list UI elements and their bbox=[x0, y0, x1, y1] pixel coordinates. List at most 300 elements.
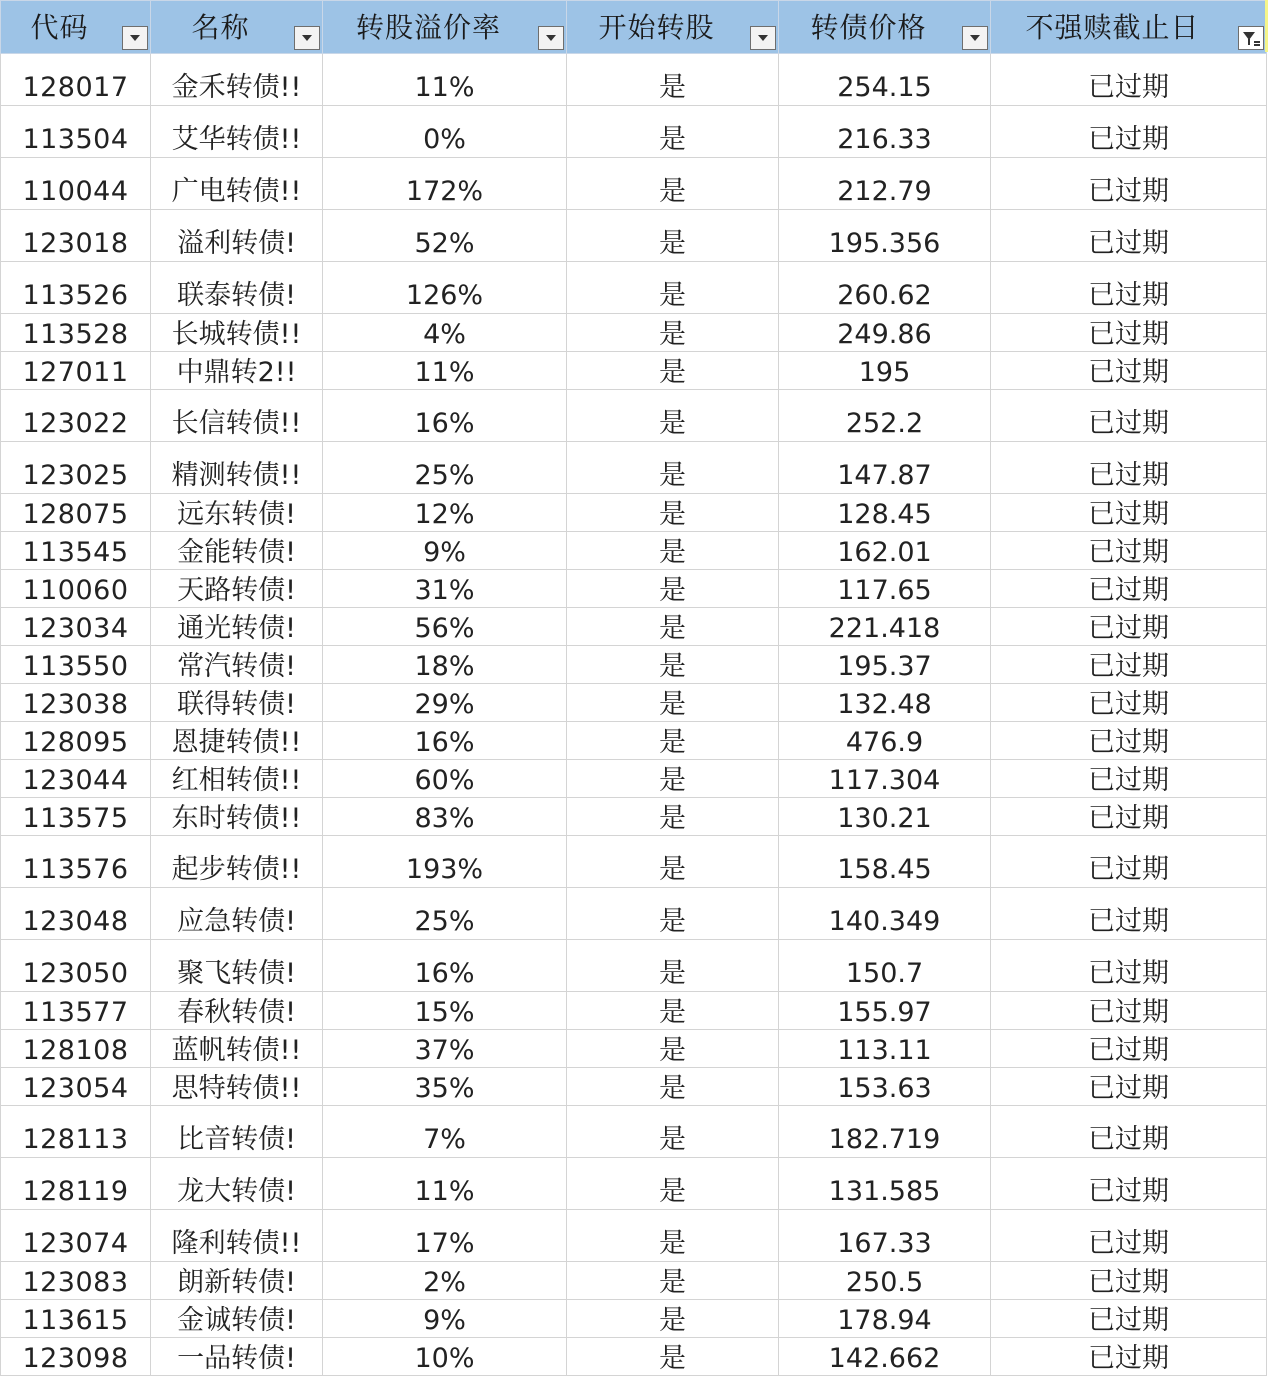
price-cell[interactable] bbox=[779, 1300, 991, 1338]
deadline-cell[interactable] bbox=[991, 314, 1267, 352]
deadline-cell[interactable] bbox=[991, 158, 1267, 210]
table-row[interactable] bbox=[1, 1158, 1267, 1210]
price-cell[interactable] bbox=[779, 760, 991, 798]
price-cell[interactable] bbox=[779, 314, 991, 352]
code-cell[interactable] bbox=[1, 760, 151, 798]
cell-value: 117.65 bbox=[837, 575, 932, 606]
premium-cell[interactable] bbox=[323, 158, 567, 210]
column-header-deadline[interactable] bbox=[991, 1, 1267, 54]
code-cell[interactable] bbox=[1, 570, 151, 608]
table-row[interactable] bbox=[1, 442, 1267, 494]
price-cell[interactable] bbox=[779, 532, 991, 570]
premium-cell[interactable] bbox=[323, 390, 567, 442]
premium-cell[interactable] bbox=[323, 684, 567, 722]
deadline-cell[interactable] bbox=[991, 106, 1267, 158]
cell-value: 长信转债!! bbox=[171, 408, 302, 439]
filter-dropdown-icon[interactable] bbox=[122, 26, 148, 50]
premium-cell[interactable] bbox=[323, 210, 567, 262]
deadline-cell[interactable] bbox=[991, 722, 1267, 760]
table-row[interactable] bbox=[1, 1106, 1267, 1158]
price-cell[interactable] bbox=[779, 158, 991, 210]
deadline-cell[interactable] bbox=[991, 262, 1267, 314]
started-cell[interactable] bbox=[567, 158, 779, 210]
name-cell[interactable] bbox=[151, 1300, 323, 1338]
premium-cell[interactable] bbox=[323, 1068, 567, 1106]
started-cell[interactable] bbox=[567, 1338, 779, 1376]
code-cell[interactable] bbox=[1, 158, 151, 210]
cell-value: 是 bbox=[659, 854, 686, 885]
name-cell[interactable] bbox=[151, 1210, 323, 1262]
cell-value: 已过期 bbox=[1088, 575, 1169, 606]
name-cell[interactable] bbox=[151, 494, 323, 532]
cell-value: 140.349 bbox=[828, 906, 941, 937]
table-row[interactable] bbox=[1, 992, 1267, 1030]
cell-value: 153.63 bbox=[837, 1073, 932, 1104]
cell-value: 是 bbox=[659, 1035, 686, 1066]
cell-value: 已过期 bbox=[1088, 228, 1169, 259]
cell-value: 是 bbox=[659, 228, 686, 259]
deadline-cell[interactable] bbox=[991, 684, 1267, 722]
name-cell[interactable] bbox=[151, 1030, 323, 1068]
deadline-cell[interactable] bbox=[991, 798, 1267, 836]
cell-value: 162.01 bbox=[837, 537, 932, 568]
table-row[interactable] bbox=[1, 646, 1267, 684]
cell-value: 127011 bbox=[22, 357, 129, 388]
premium-cell[interactable] bbox=[323, 760, 567, 798]
price-cell[interactable] bbox=[779, 1030, 991, 1068]
price-cell[interactable] bbox=[779, 106, 991, 158]
code-cell[interactable] bbox=[1, 1210, 151, 1262]
cell-value: 是 bbox=[659, 1343, 686, 1374]
cell-value: 已过期 bbox=[1088, 357, 1169, 388]
premium-cell[interactable] bbox=[323, 940, 567, 992]
started-cell[interactable] bbox=[567, 798, 779, 836]
code-cell[interactable] bbox=[1, 1262, 151, 1300]
cell-value: 是 bbox=[659, 460, 686, 491]
price-cell[interactable] bbox=[779, 1262, 991, 1300]
cell-value: 167.33 bbox=[837, 1228, 932, 1259]
code-cell[interactable] bbox=[1, 1300, 151, 1338]
cell-value: 16% bbox=[414, 958, 475, 989]
price-cell[interactable] bbox=[779, 608, 991, 646]
premium-cell[interactable] bbox=[323, 722, 567, 760]
started-cell[interactable] bbox=[567, 442, 779, 494]
code-cell[interactable] bbox=[1, 992, 151, 1030]
price-cell[interactable] bbox=[779, 992, 991, 1030]
premium-cell[interactable] bbox=[323, 352, 567, 390]
premium-cell[interactable] bbox=[323, 494, 567, 532]
cell-value: 已过期 bbox=[1088, 997, 1169, 1028]
cell-value: 11% bbox=[414, 1176, 475, 1207]
cell-value: 131.585 bbox=[828, 1176, 941, 1207]
cell-value: 178.94 bbox=[837, 1305, 932, 1336]
filter-dropdown-icon[interactable] bbox=[962, 26, 988, 50]
started-cell[interactable] bbox=[567, 1262, 779, 1300]
cell-value: 16% bbox=[414, 727, 475, 758]
price-cell[interactable] bbox=[779, 442, 991, 494]
name-cell[interactable] bbox=[151, 992, 323, 1030]
name-cell[interactable] bbox=[151, 106, 323, 158]
code-cell[interactable] bbox=[1, 210, 151, 262]
code-cell[interactable] bbox=[1, 888, 151, 940]
name-cell[interactable] bbox=[151, 532, 323, 570]
table-row[interactable] bbox=[1, 390, 1267, 442]
deadline-cell[interactable] bbox=[991, 1338, 1267, 1376]
cell-value: 60% bbox=[414, 765, 475, 796]
cell-value: 已过期 bbox=[1088, 1073, 1169, 1104]
started-cell[interactable] bbox=[567, 836, 779, 888]
deadline-cell[interactable] bbox=[991, 1262, 1267, 1300]
price-cell[interactable] bbox=[779, 940, 991, 992]
name-cell[interactable] bbox=[151, 1106, 323, 1158]
cell-value: 已过期 bbox=[1088, 1228, 1169, 1259]
table-row[interactable] bbox=[1, 1300, 1267, 1338]
table-row[interactable] bbox=[1, 940, 1267, 992]
price-cell[interactable] bbox=[779, 494, 991, 532]
table-row[interactable] bbox=[1, 494, 1267, 532]
table-row[interactable] bbox=[1, 836, 1267, 888]
cell-value: 春秋转债! bbox=[177, 997, 296, 1028]
code-cell[interactable] bbox=[1, 836, 151, 888]
cell-value: 147.87 bbox=[837, 460, 932, 491]
code-cell[interactable] bbox=[1, 722, 151, 760]
deadline-cell[interactable] bbox=[991, 532, 1267, 570]
started-cell[interactable] bbox=[567, 646, 779, 684]
code-cell[interactable] bbox=[1, 798, 151, 836]
column-header-name[interactable] bbox=[151, 1, 323, 54]
cell-value: 117.304 bbox=[828, 765, 941, 796]
deadline-cell[interactable] bbox=[991, 836, 1267, 888]
deadline-cell[interactable] bbox=[991, 1158, 1267, 1210]
started-cell[interactable] bbox=[567, 608, 779, 646]
cell-value: 113545 bbox=[22, 537, 129, 568]
premium-cell[interactable] bbox=[323, 798, 567, 836]
name-cell[interactable] bbox=[151, 210, 323, 262]
price-cell[interactable] bbox=[779, 684, 991, 722]
cell-value: 123083 bbox=[22, 1267, 129, 1298]
column-header-label: 转债价格 bbox=[810, 11, 927, 44]
deadline-cell[interactable] bbox=[991, 608, 1267, 646]
started-cell[interactable] bbox=[567, 684, 779, 722]
table-row[interactable] bbox=[1, 532, 1267, 570]
code-cell[interactable] bbox=[1, 684, 151, 722]
table-row[interactable] bbox=[1, 210, 1267, 262]
column-header-code[interactable] bbox=[1, 1, 151, 54]
code-cell[interactable] bbox=[1, 442, 151, 494]
name-cell[interactable] bbox=[151, 646, 323, 684]
premium-cell[interactable] bbox=[323, 1262, 567, 1300]
name-cell[interactable] bbox=[151, 158, 323, 210]
cell-value: 37% bbox=[414, 1035, 475, 1066]
started-cell[interactable] bbox=[567, 210, 779, 262]
name-cell[interactable] bbox=[151, 352, 323, 390]
code-cell[interactable] bbox=[1, 646, 151, 684]
premium-cell[interactable] bbox=[323, 836, 567, 888]
column-header-price[interactable] bbox=[779, 1, 991, 54]
code-cell[interactable] bbox=[1, 1106, 151, 1158]
table-row[interactable] bbox=[1, 798, 1267, 836]
started-cell[interactable] bbox=[567, 760, 779, 798]
table-row[interactable] bbox=[1, 54, 1267, 106]
code-cell[interactable] bbox=[1, 532, 151, 570]
price-cell[interactable] bbox=[779, 1068, 991, 1106]
name-cell[interactable] bbox=[151, 314, 323, 352]
price-cell[interactable] bbox=[779, 1338, 991, 1376]
deadline-cell[interactable] bbox=[991, 390, 1267, 442]
cell-value: 123022 bbox=[22, 408, 129, 439]
code-cell[interactable] bbox=[1, 262, 151, 314]
deadline-cell[interactable] bbox=[991, 1300, 1267, 1338]
deadline-cell[interactable] bbox=[991, 442, 1267, 494]
name-cell[interactable] bbox=[151, 798, 323, 836]
price-cell[interactable] bbox=[779, 646, 991, 684]
premium-cell[interactable] bbox=[323, 992, 567, 1030]
started-cell[interactable] bbox=[567, 390, 779, 442]
cell-value: 是 bbox=[659, 1305, 686, 1336]
cell-value: 9% bbox=[423, 1305, 466, 1336]
name-cell[interactable] bbox=[151, 390, 323, 442]
cell-value: 123074 bbox=[22, 1228, 129, 1259]
table-row[interactable] bbox=[1, 262, 1267, 314]
started-cell[interactable] bbox=[567, 54, 779, 106]
cell-value: 金禾转债!! bbox=[171, 72, 302, 103]
name-cell[interactable] bbox=[151, 1158, 323, 1210]
name-cell[interactable] bbox=[151, 1068, 323, 1106]
cell-value: 一品转债! bbox=[177, 1343, 296, 1374]
price-cell[interactable] bbox=[779, 210, 991, 262]
code-cell[interactable] bbox=[1, 314, 151, 352]
table-row[interactable] bbox=[1, 684, 1267, 722]
table-row[interactable] bbox=[1, 1262, 1267, 1300]
name-cell[interactable] bbox=[151, 836, 323, 888]
started-cell[interactable] bbox=[567, 494, 779, 532]
cell-value: 是 bbox=[659, 997, 686, 1028]
cell-value: 已过期 bbox=[1088, 72, 1169, 103]
cell-value: 常汽转债! bbox=[177, 651, 296, 682]
cell-value: 123044 bbox=[22, 765, 129, 796]
table-row[interactable] bbox=[1, 888, 1267, 940]
started-cell[interactable] bbox=[567, 570, 779, 608]
premium-cell[interactable] bbox=[323, 1158, 567, 1210]
table-row[interactable] bbox=[1, 1338, 1267, 1376]
premium-cell[interactable] bbox=[323, 646, 567, 684]
deadline-cell[interactable] bbox=[991, 940, 1267, 992]
started-cell[interactable] bbox=[567, 106, 779, 158]
code-cell[interactable] bbox=[1, 106, 151, 158]
cell-value: 113615 bbox=[22, 1305, 129, 1336]
premium-cell[interactable] bbox=[323, 1338, 567, 1376]
column-header-started[interactable] bbox=[567, 1, 779, 54]
code-cell[interactable] bbox=[1, 940, 151, 992]
deadline-cell[interactable] bbox=[991, 1068, 1267, 1106]
cell-value: 216.33 bbox=[837, 124, 932, 155]
code-cell[interactable] bbox=[1, 54, 151, 106]
table-row[interactable] bbox=[1, 106, 1267, 158]
started-cell[interactable] bbox=[567, 1300, 779, 1338]
code-cell[interactable] bbox=[1, 1068, 151, 1106]
name-cell[interactable] bbox=[151, 1338, 323, 1376]
column-header-label: 名称 bbox=[191, 11, 250, 44]
name-cell[interactable] bbox=[151, 442, 323, 494]
code-cell[interactable] bbox=[1, 1338, 151, 1376]
code-cell[interactable] bbox=[1, 390, 151, 442]
deadline-cell[interactable] bbox=[991, 1106, 1267, 1158]
cell-value: 已过期 bbox=[1088, 613, 1169, 644]
cell-value: 东时转债!! bbox=[171, 803, 302, 834]
column-header-label: 转股溢价率 bbox=[355, 11, 501, 44]
premium-cell[interactable] bbox=[323, 262, 567, 314]
deadline-cell[interactable] bbox=[991, 210, 1267, 262]
price-cell[interactable] bbox=[779, 1158, 991, 1210]
name-cell[interactable] bbox=[151, 262, 323, 314]
cell-value: 是 bbox=[659, 803, 686, 834]
cell-value: 52% bbox=[414, 228, 475, 259]
name-cell[interactable] bbox=[151, 722, 323, 760]
filter-dropdown-icon[interactable] bbox=[538, 26, 564, 50]
price-cell[interactable] bbox=[779, 888, 991, 940]
column-header-premium[interactable] bbox=[323, 1, 567, 54]
filter-dropdown-icon[interactable] bbox=[294, 26, 320, 50]
name-cell[interactable] bbox=[151, 760, 323, 798]
cell-value: 195.37 bbox=[837, 651, 932, 682]
cell-value: 123098 bbox=[22, 1343, 129, 1374]
code-cell[interactable] bbox=[1, 352, 151, 390]
premium-cell[interactable] bbox=[323, 570, 567, 608]
filter-active-funnel-icon[interactable] bbox=[1238, 26, 1264, 50]
column-header-label: 代码 bbox=[30, 11, 89, 44]
cell-value: 123038 bbox=[22, 689, 129, 720]
code-cell[interactable] bbox=[1, 1030, 151, 1068]
cell-value: 已过期 bbox=[1088, 803, 1169, 834]
cell-value: 123025 bbox=[22, 460, 129, 491]
cell-value: 113577 bbox=[22, 997, 129, 1028]
cell-value: 是 bbox=[659, 72, 686, 103]
cell-value: 150.7 bbox=[845, 958, 924, 989]
premium-cell[interactable] bbox=[323, 1210, 567, 1262]
table-row[interactable] bbox=[1, 158, 1267, 210]
deadline-cell[interactable] bbox=[991, 54, 1267, 106]
price-cell[interactable] bbox=[779, 722, 991, 760]
premium-cell[interactable] bbox=[323, 888, 567, 940]
started-cell[interactable] bbox=[567, 1068, 779, 1106]
name-cell[interactable] bbox=[151, 888, 323, 940]
started-cell[interactable] bbox=[567, 1030, 779, 1068]
table-row[interactable] bbox=[1, 1068, 1267, 1106]
deadline-cell[interactable] bbox=[991, 494, 1267, 532]
cell-value: 是 bbox=[659, 357, 686, 388]
name-cell[interactable] bbox=[151, 608, 323, 646]
deadline-cell[interactable] bbox=[991, 760, 1267, 798]
price-cell[interactable] bbox=[779, 352, 991, 390]
price-cell[interactable] bbox=[779, 836, 991, 888]
cell-value: 56% bbox=[414, 613, 475, 644]
deadline-cell[interactable] bbox=[991, 646, 1267, 684]
premium-cell[interactable] bbox=[323, 314, 567, 352]
deadline-cell[interactable] bbox=[991, 992, 1267, 1030]
code-cell[interactable] bbox=[1, 608, 151, 646]
price-cell[interactable] bbox=[779, 54, 991, 106]
cell-value: 恩捷转债!! bbox=[171, 727, 302, 758]
table-row[interactable] bbox=[1, 1030, 1267, 1068]
cell-value: 天路转债! bbox=[177, 575, 296, 606]
deadline-cell[interactable] bbox=[991, 1030, 1267, 1068]
cell-value: 艾华转债!! bbox=[171, 124, 302, 155]
price-cell[interactable] bbox=[779, 1106, 991, 1158]
started-cell[interactable] bbox=[567, 1158, 779, 1210]
name-cell[interactable] bbox=[151, 940, 323, 992]
cell-value: 128113 bbox=[22, 1124, 129, 1155]
table-row[interactable] bbox=[1, 608, 1267, 646]
table-row[interactable] bbox=[1, 1210, 1267, 1262]
started-cell[interactable] bbox=[567, 940, 779, 992]
code-cell[interactable] bbox=[1, 1158, 151, 1210]
table-row[interactable] bbox=[1, 722, 1267, 760]
started-cell[interactable] bbox=[567, 1106, 779, 1158]
price-cell[interactable] bbox=[779, 798, 991, 836]
cell-value: 溢利转债! bbox=[177, 228, 296, 259]
started-cell[interactable] bbox=[567, 352, 779, 390]
started-cell[interactable] bbox=[567, 262, 779, 314]
premium-cell[interactable] bbox=[323, 106, 567, 158]
cell-value: 已过期 bbox=[1088, 906, 1169, 937]
table-row[interactable] bbox=[1, 760, 1267, 798]
cell-value: 110044 bbox=[22, 176, 129, 207]
name-cell[interactable] bbox=[151, 684, 323, 722]
cell-value: 已过期 bbox=[1088, 537, 1169, 568]
filter-dropdown-icon[interactable] bbox=[750, 26, 776, 50]
name-cell[interactable] bbox=[151, 570, 323, 608]
cell-value: 4% bbox=[423, 319, 466, 350]
started-cell[interactable] bbox=[567, 532, 779, 570]
cell-value: 思特转债!! bbox=[171, 1073, 302, 1104]
code-cell[interactable] bbox=[1, 494, 151, 532]
deadline-cell[interactable] bbox=[991, 888, 1267, 940]
name-cell[interactable] bbox=[151, 1262, 323, 1300]
started-cell[interactable] bbox=[567, 722, 779, 760]
price-cell[interactable] bbox=[779, 570, 991, 608]
table-row[interactable] bbox=[1, 570, 1267, 608]
premium-cell[interactable] bbox=[323, 608, 567, 646]
deadline-cell[interactable] bbox=[991, 1210, 1267, 1262]
premium-cell[interactable] bbox=[323, 1030, 567, 1068]
cell-value: 142.662 bbox=[828, 1343, 941, 1374]
column-header-label: 不强赎截止日 bbox=[1025, 11, 1200, 44]
price-cell[interactable] bbox=[779, 1210, 991, 1262]
price-cell[interactable] bbox=[779, 262, 991, 314]
cell-value: 250.5 bbox=[845, 1267, 924, 1298]
table-row[interactable] bbox=[1, 314, 1267, 352]
started-cell[interactable] bbox=[567, 1210, 779, 1262]
cell-value: 113526 bbox=[22, 280, 129, 311]
started-cell[interactable] bbox=[567, 992, 779, 1030]
table-row[interactable] bbox=[1, 352, 1267, 390]
cell-value: 已过期 bbox=[1088, 765, 1169, 796]
started-cell[interactable] bbox=[567, 314, 779, 352]
started-cell[interactable] bbox=[567, 888, 779, 940]
cell-value: 212.79 bbox=[837, 176, 932, 207]
price-cell[interactable] bbox=[779, 390, 991, 442]
cell-value: 是 bbox=[659, 124, 686, 155]
premium-cell[interactable] bbox=[323, 532, 567, 570]
cell-value: 158.45 bbox=[837, 854, 932, 885]
name-cell[interactable] bbox=[151, 54, 323, 106]
premium-cell[interactable] bbox=[323, 54, 567, 106]
premium-cell[interactable] bbox=[323, 1106, 567, 1158]
deadline-cell[interactable] bbox=[991, 570, 1267, 608]
deadline-cell[interactable] bbox=[991, 352, 1267, 390]
premium-cell[interactable] bbox=[323, 1300, 567, 1338]
premium-cell[interactable] bbox=[323, 442, 567, 494]
